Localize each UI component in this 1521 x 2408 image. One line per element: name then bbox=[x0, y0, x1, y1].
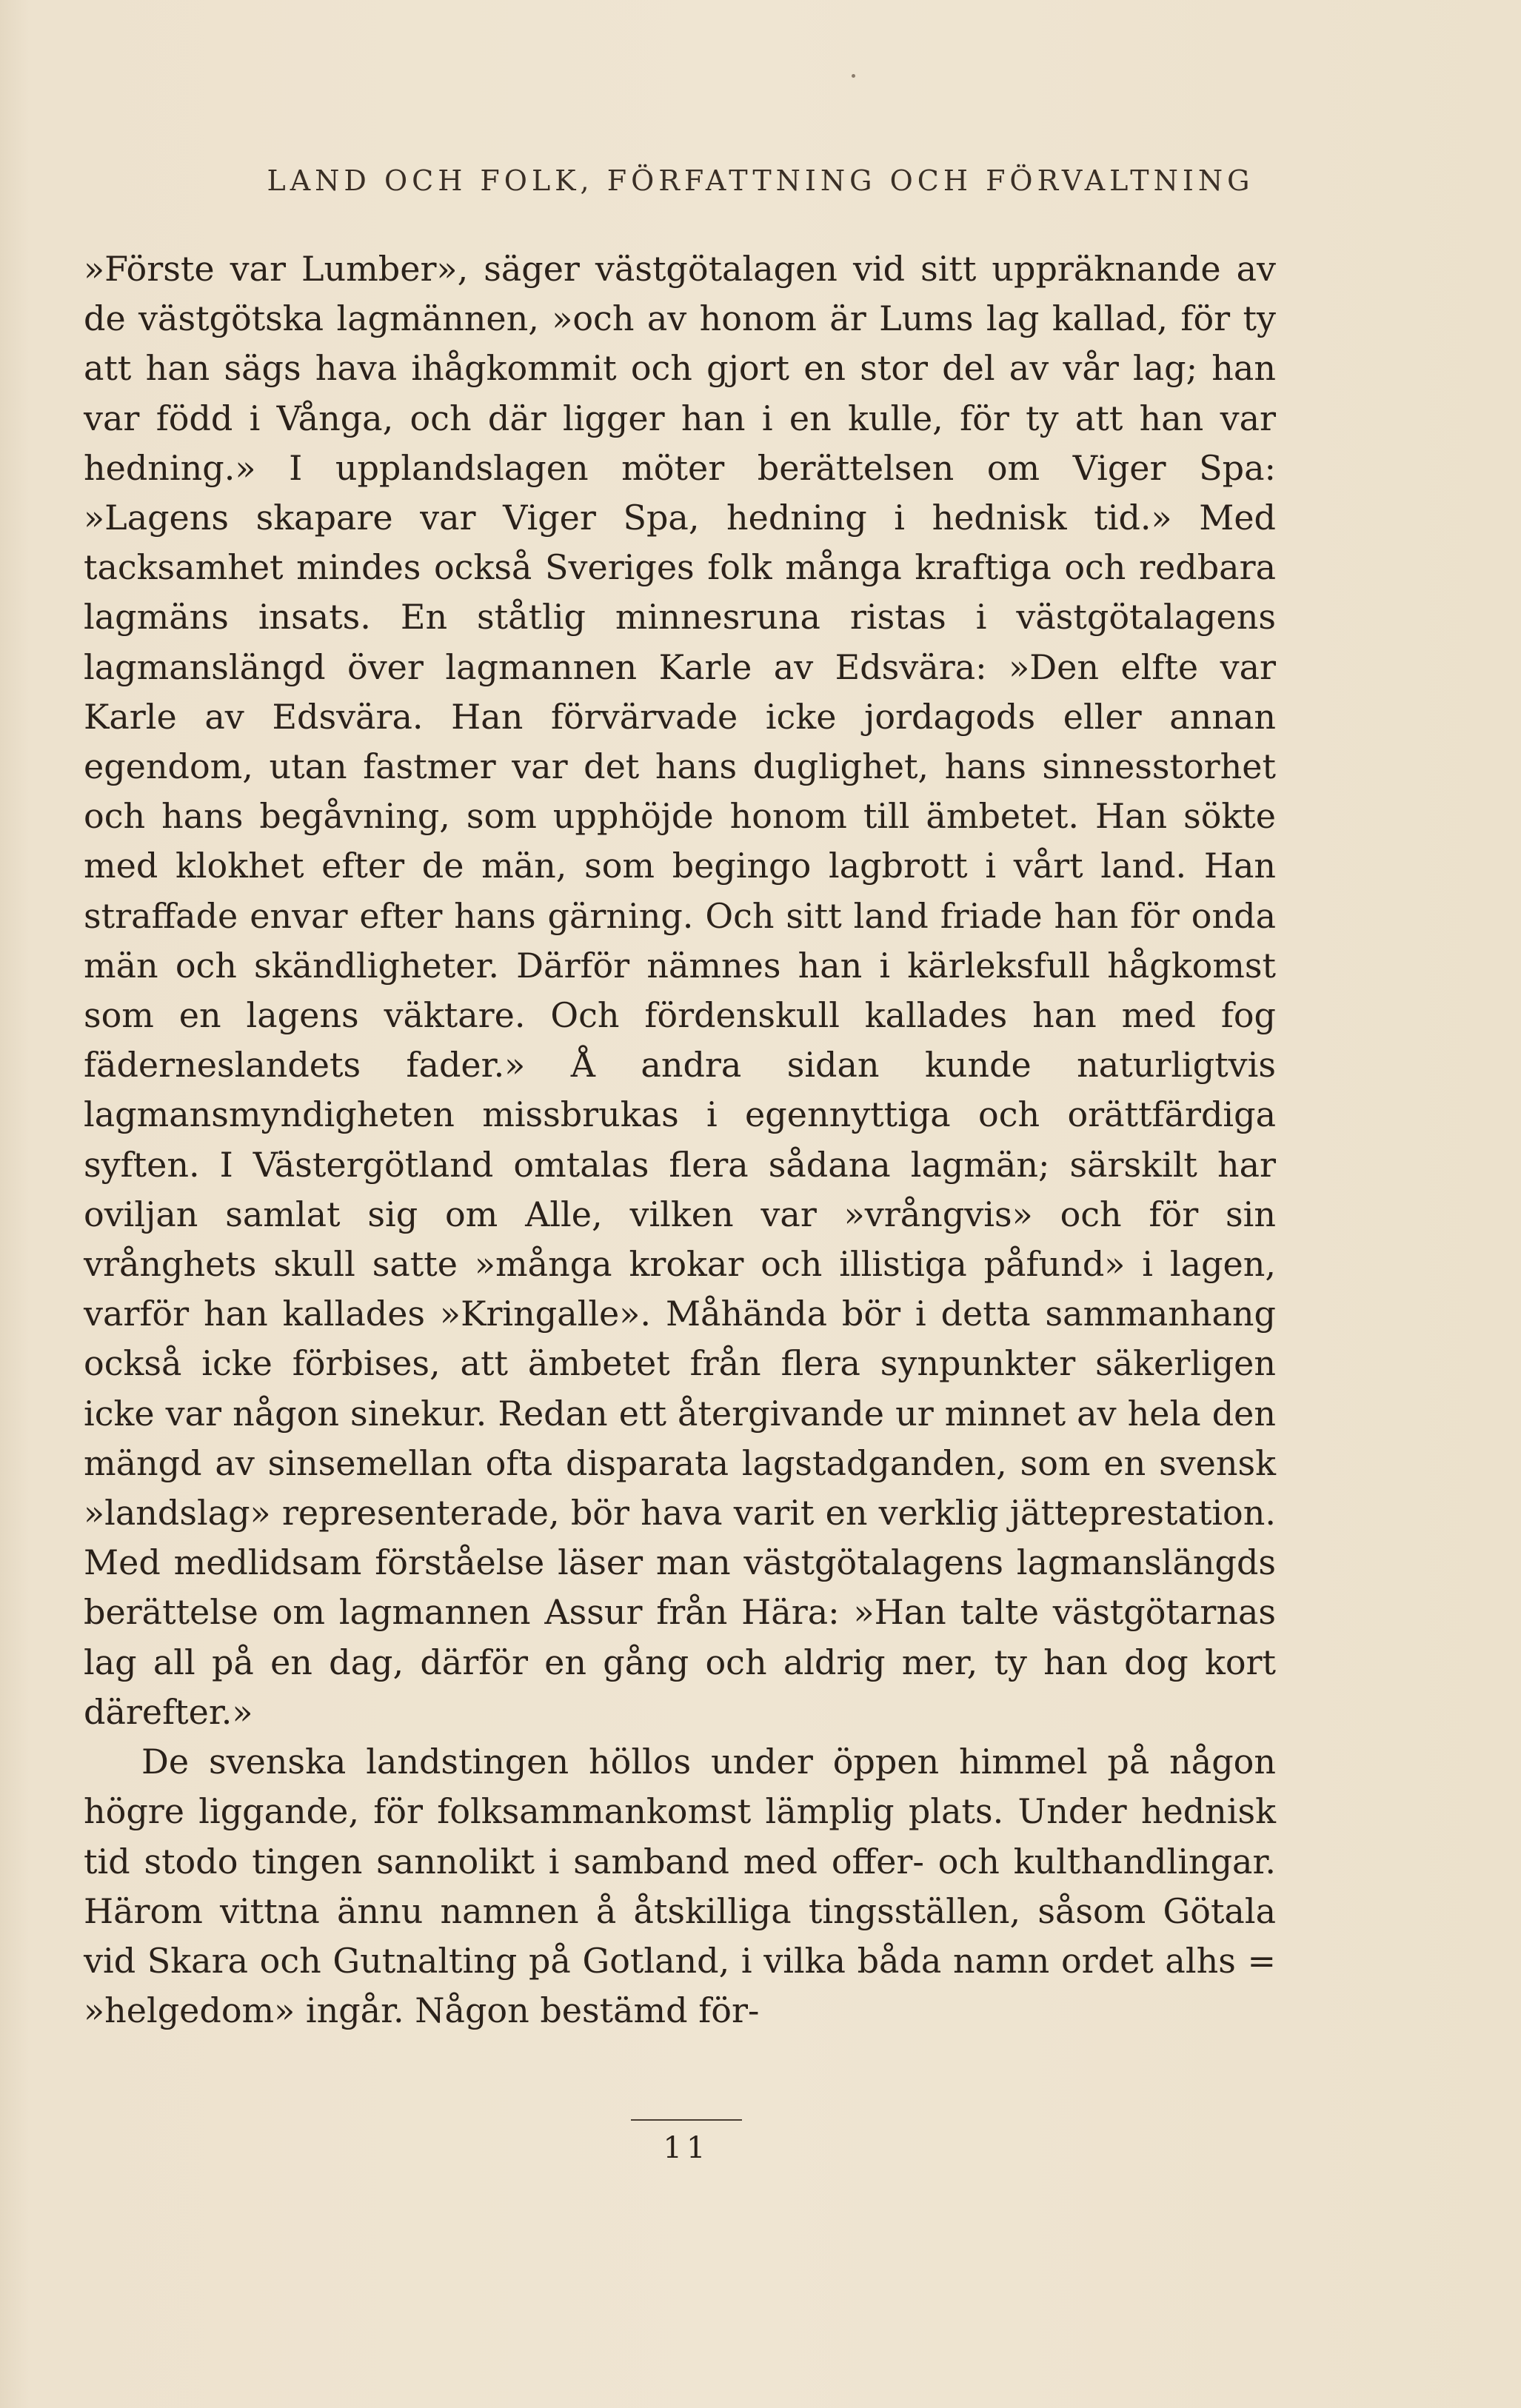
footer-rule bbox=[631, 2119, 742, 2121]
page-number: 11 bbox=[663, 2131, 710, 2165]
body-text bbox=[84, 244, 1276, 2036]
running-head: LAND OCH FOLK, FÖRFATTNING OCH FÖRVALTNING bbox=[267, 164, 1254, 197]
ink-speck bbox=[852, 74, 855, 78]
paragraph-2: De svenska landstingen höllos under öppen himmel på någon högre liggande, för folksammankomst lämplig plats. Under hednisk tid stodo tingen sannolikt i samband med offer- och kulthandlingar. Härom vittna ännu namnen å åtskilliga tingsställen, såsom Götala vid Skara och Gutnalting på Gotland, i vilka båda namn ordet alhs = »helgedom» ingår. Någon bestämd för- bbox=[84, 1742, 1276, 2031]
paragraph-1: »Förste var Lumber», säger västgötalagen vid sitt uppräknande av de västgötska lagmännen, »och av honom är Lums lag kallad, för ty att han sägs hava ihågkommit och gjort en stor del av vår lag; han var född i Vånga, och där ligger han i en kulle, för ty att han var hedning.» I upplandslagen möter berättelsen om Viger Spa: »Lagens skapare var Viger Spa, hedning i hednisk tid.» Med tacksamhet mindes också Sveriges folk många kraftiga och redbara lagmäns insats. En ståtlig minnesruna ristas i västgötalagens lagmanslängd över lagmannen Karle av Edsvära: »Den elfte var Karle av Edsvära. Han förvärvade icke jordagods eller annan egendom, utan fastmer var det hans duglighet, hans sinnesstorhet och hans begåvning, som upphöjde honom till ämbetet. Han sökte med klokhet efter de män, som begingo lagbrott i vårt land. Han straffade envar efter hans gärning. Och sitt land friade han för onda män och skändligheter. Därför nämnes han i kärleksfull hågkomst som en lagens väktare. Och fördenskull kallades han med fog fäderneslandets fader.» Å andra sidan kunde naturligtvis lagmansmyndigheten missbrukas i egennyttiga och orättfärdiga syften. I Västergötland omtalas flera sådana lagmän; särskilt har oviljan samlat sig om Alle, vilken var »vrångvis» och för sin vrånghets skull satte »många krokar och illistiga påfund» i lagen, varför han kallades »Kringalle». Måhända bör i detta sammanhang också icke förbises, att ämbetet från flera synpunkter säkerligen icke var någon sinekur. Redan ett återgivande ur minnet av hela den mängd av sinsemellan ofta disparata lagstadganden, som en svensk »landslag» representerade, bör hava varit en verklig jätteprestation. Med medlidsam förståelse läser man västgötalagens lagmanslängds berättelse om lagmannen Assur från Hära: »Han talte västgötarnas lag all på en dag, därför en gång och aldrig mer, ty han dog kort därefter.» bbox=[84, 249, 1276, 1732]
